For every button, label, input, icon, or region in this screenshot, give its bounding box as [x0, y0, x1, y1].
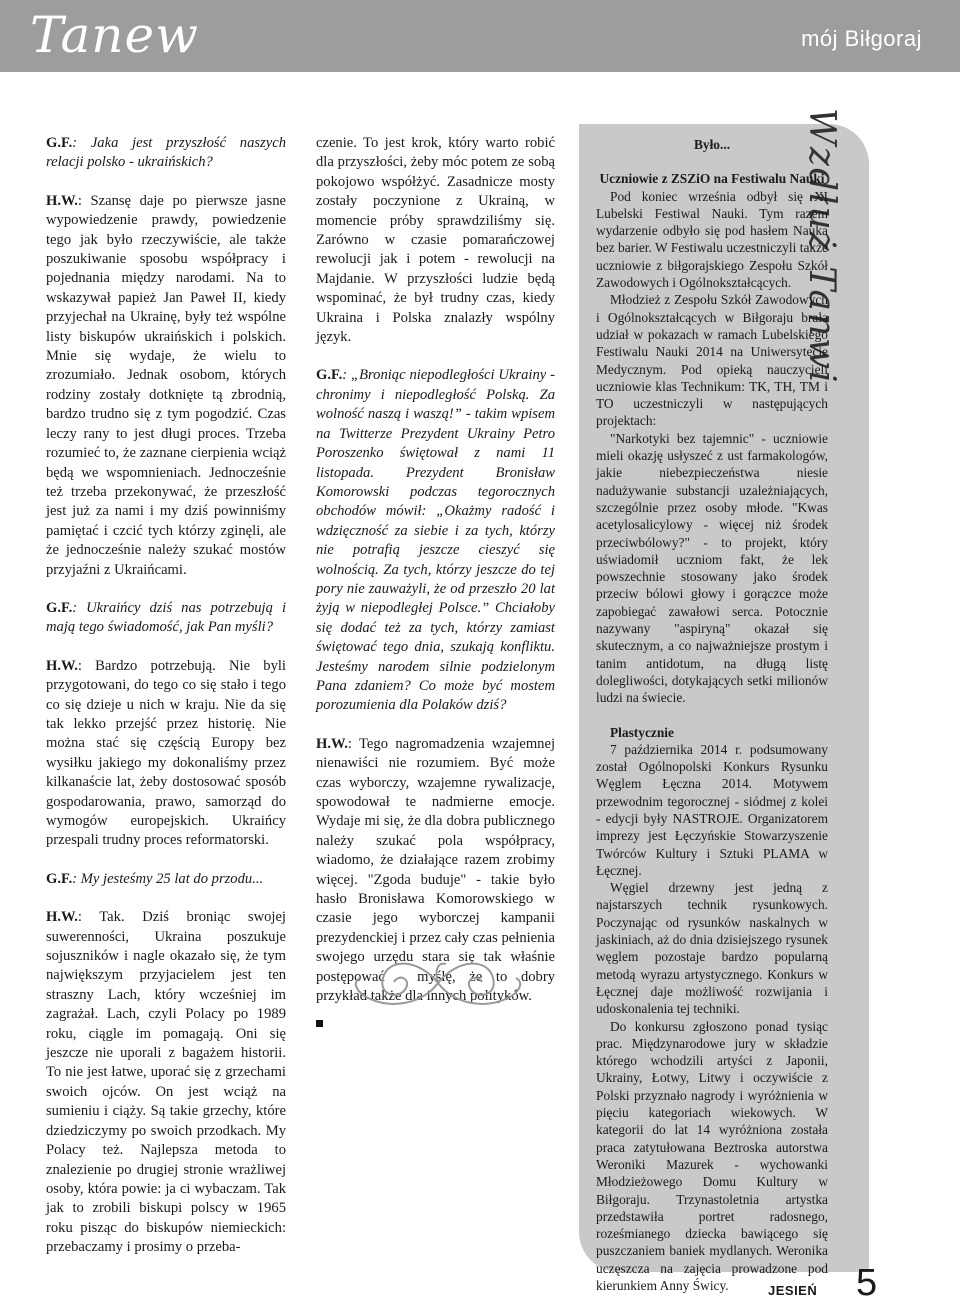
paragraph-text: : Ukraińcy dziś nas potrzebują i mają tego świadomość, jak Pan myśli?	[46, 599, 286, 636]
speaker-label: H.W.	[46, 657, 78, 674]
paragraph-text: : Tego nagromadzenia wzajemnej nienawiści nie rozumiem. Być może czas wyborczy, wzajemne rywalizacje, spowodował te nadmierne emocje. Wydaje mi się, że dla dobra publicznego należy szukać pola współpracy, wiadomo, że działające razem zrobimy więcej. "Zgoda buduje" - takie było hasło Bronisława Komorowskiego w czasie jego wyborczej kampanii prezydenckiej i przez cały czas pełnienia swojego urzędu stara się tak właśnie postępować - myślę, że to dobry przykład także dla innych polityków.	[316, 735, 555, 1005]
sidebar-paragraph: "Narkotyki bez tajemnic" - uczniowie mieli okazję usłyszeć z ust farmakologów, jakie niebezpieczeństwa niesie nadużywanie substancji uzależniających, szczególnie przez osoby młode. "Kwas acetylosalicylowy - więcej niż środek przeciwbólowy?" - to projekt, który uświadomił uczniom fakt, że lek powszechnie stosowany jako środek przeciw bólowi głowy i gorączce może zapobiegać zawałowi serca. Potocznie nazywany "aspiryną" okazał się skutecznym, a co najważniejsze prostym i tanim antidotum, na długą listę dolegliwości, dotykających setki milionów ludzi na świecie.	[596, 430, 828, 706]
answer-paragraph	[316, 134, 555, 347]
question-paragraph	[316, 366, 555, 715]
sidebar-paragraph: Węgiel drzewny jest jedną z najstarszych technik rysunkowych. Poczynając od rysunków naskalnych w jaskiniach, aż do dnia dzisiejszego rysunek węglem pozostaje bardzo popularną metodą wyrazu artystycznego. Konkurs w Łęcznej daje możliwość rozwijania i udoskonalenia tej techniki.	[596, 880, 828, 1017]
answer-paragraph	[46, 657, 286, 851]
decorative-ornament	[338, 948, 538, 1018]
article-column-2	[316, 134, 555, 1034]
paragraph-text: : Szansę daje po pierwsze jasne wypowiedzenie prawdy, powiedzenie tego jak było rzeczywiście, ale także poszukiwanie sposobu współpracy i pojednania między narodami. Na to wskazywał papież Jan Paweł II, kiedy przyjechał na Ukrainę, były też wspólne listy biskupów ukraińskich i polskich. Mnie się wydaje, że wielu to zrozumiało. Jednak osobom, których rodziny zostały dotknięte tą zbrodnią, bardzo trudno się z tym pogodzić. Czas leczy rany to jest długi proces. Trzeba rozumieć to, że zaznane cierpienia wciąż będą we wspomnieniach. Jednocześnie też trzeba przekonywać, że przeszłość jest już za nami i my dziś powinniśmy pamiętać i czcić tych którzy zginęli, ale że jednocześnie należy szukać mostów przyjaźni z Ukraińcami.	[46, 192, 286, 578]
answer-paragraph	[46, 192, 286, 580]
page-number: 5	[856, 1262, 878, 1304]
sidebar-paragraph: 7 października 2014 r. podsumowany został Ogólnopolski Konkurs Rysunku Węglem Łęczna 2014. Motywem przewodnim tegorocznej - siódmej z kolei - edycji były NASTROJE. Organizatorem imprezy jest Łęczyńskie Stowarzyszenie Twórców Kultury i Sztuki PLAMA w Łęcznej.	[596, 741, 828, 878]
section-heading: Plastycznie	[610, 724, 674, 740]
question-paragraph	[46, 599, 286, 638]
speaker-label: G.F.	[316, 367, 343, 384]
sidebar-content	[596, 136, 828, 1294]
vertical-title-text: Wzdłuż Tanwi	[801, 108, 842, 385]
section-heading: Uczniowie z ZSZiO na Festiwalu Nauki	[599, 171, 825, 187]
end-of-article-mark	[316, 1020, 323, 1027]
question-paragraph	[46, 134, 286, 173]
page-header	[0, 0, 960, 72]
paragraph-text: : My jesteśmy 25 lat do przodu...	[72, 870, 264, 887]
paragraph-text: : Bardzo potrzebują. Nie byli przygotowani, do tego co się stało i tego co się dzieje u nich w kraju. Nie da się tak lekko przejść przez historię. Nie można stać się częścią Europy bez wysiłku jakiego my dokonaliśmy przez kilkanaście lat, żeby dostosować sposób gospodarowania, prawo, samorząd do wymogów europejskich. Ukraińcy przespali trudny proces reformatorski.	[46, 657, 286, 849]
sidebar-heading: Było...	[693, 137, 731, 152]
paragraph-text: czenie. To jest krok, który warto robić dla przyszłości, żeby móc potem ze sobą pokojowo współżyć. Zasadnicze mosty zostały poczynione z Ukrainą, w momencie próby sprawdziliśmy się. Zarówno w czasie pomarańczowej rewolucji jak i potem - rewolucji na Majdanie. W przyszłości ludzie będą wspominać, że był trudny czas, kiedy Ukraina i Polska znalazły wspólny język.	[316, 135, 555, 346]
speaker-label: G.F.	[46, 599, 73, 616]
sidebar-paragraph: Do konkursu zgłoszono ponad tysiąc prac. Międzynarodowe jury w składzie którego wchodzili artyści z Japonii, Ukrainy, Łotwy, Litwy i oczywiście z Polski przyznało nagrody i wyróżnienia w pięciu kategoriach wiekowych. W kategorii do lat 14 wyróżniona została praca zatytułowana Beztroska autorstwa Weroniki Mazurek - wychowanki Młodzieżowego Domu Kultury w Biłgoraju. Trzynastoletnia artystka przedstawiła portret radosnego, roześmianego dziecka bawiącego się puszczaniem baniek mydlanych. Weronika uczęszcza na zajęcia prowadzone pod kierunkiem Anny Świcy.	[596, 1018, 828, 1293]
speaker-label: G.F.	[46, 870, 73, 887]
question-paragraph	[46, 870, 286, 889]
speaker-label: H.W.	[46, 192, 78, 209]
speaker-label: H.W.	[316, 735, 348, 752]
paragraph-text: : „Broniąc niepodległości Ukrainy - chronimy i niepodległość Polską. Za wolność naszą i waszą!” - takim wpisem na Twitterze Prezydent Ukrainy Petro Poroszenko świętował z nami 11 listopada. Prezydent Bronisław Komorowski podczas tegorocznych obchodów mówił: „Okażmy radość i wdzięczność za siebie i za tych, którzy nie potrafią jeszcze cieszyć się wolnością. Za tych, którzy jeszcze do tej pory nie zauważyli, że od przeszło 20 lat żyją w niepodległej Polsce.” Chciałoby się dodać też za tych, którzy zamiast świętować tego dnia, szukają konfliktu. Jesteśmy narodem silnie podzielonym Pana zdaniem? Co może być mostem porozumienia dla Polaków dziś?	[316, 367, 555, 714]
magazine-title: Tanew	[30, 6, 199, 64]
speaker-label: G.F.	[46, 135, 73, 151]
paragraph-text: : Tak. Dziś broniąc swojej suwerenności, Ukraina poszukuje sojuszników i nagle okazało się, że tym największym przyjacielem jest ten straszny Lach, który wcześniej im zagrażał. Lach, czyli Polacy po 1989 roku, ciągle im pomagają. Oni się jeszcze nie uporali z bagażem historii. To nie jest łatwe, uporać się z grzechami swoich ojców. On jest wciąż na sumieniu i ciąży. Są takie grzechy, które dziedziczymy po swoich przodkach. My Polacy też. Najlepsza metoda to znalezienie po drugiej stronie wrażliwej osoby, która powie: ja ci wybaczam. Tak jak to zrobili biskupi polscy w 1965 roku pisząc do biskupów niemieckich: przebaczamy i prosimy o przeba-	[46, 909, 286, 1256]
article-column-1	[46, 134, 286, 1258]
speaker-label: H.W.	[46, 909, 78, 926]
footer-month: JESIEŃ	[768, 1283, 818, 1298]
sidebar-paragraph: Pod koniec września odbył się XI Lubelski Festiwal Nauki. Tym razem wydarzenie odbyło się pod hasłem Nauka bez barier. W Festiwalu uczestniczyli także uczniowie z biłgorajskiego Zespołu Szkół Zawodowych i Ogólnokształcących.	[596, 188, 828, 291]
answer-paragraph	[46, 908, 286, 1257]
section-title: mój Biłgoraj	[801, 26, 922, 51]
sidebar-paragraph: Młodzież z Zespołu Szkół Zawodowych i Ogólnokształcących w Biłgoraju brała udział w pokazach w ramach Lubelskiego Festiwalu Nauki 2014 na Uniwersytecie Medycznym. Pod opieką nauczycieli uczniowie klas Technikum: TK, TH, TM i TO uczestniczyli w następujących projektach:	[596, 292, 828, 429]
paragraph-text: : Jaka jest przyszłość naszych relacji polsko - ukraińskich?	[46, 135, 286, 171]
